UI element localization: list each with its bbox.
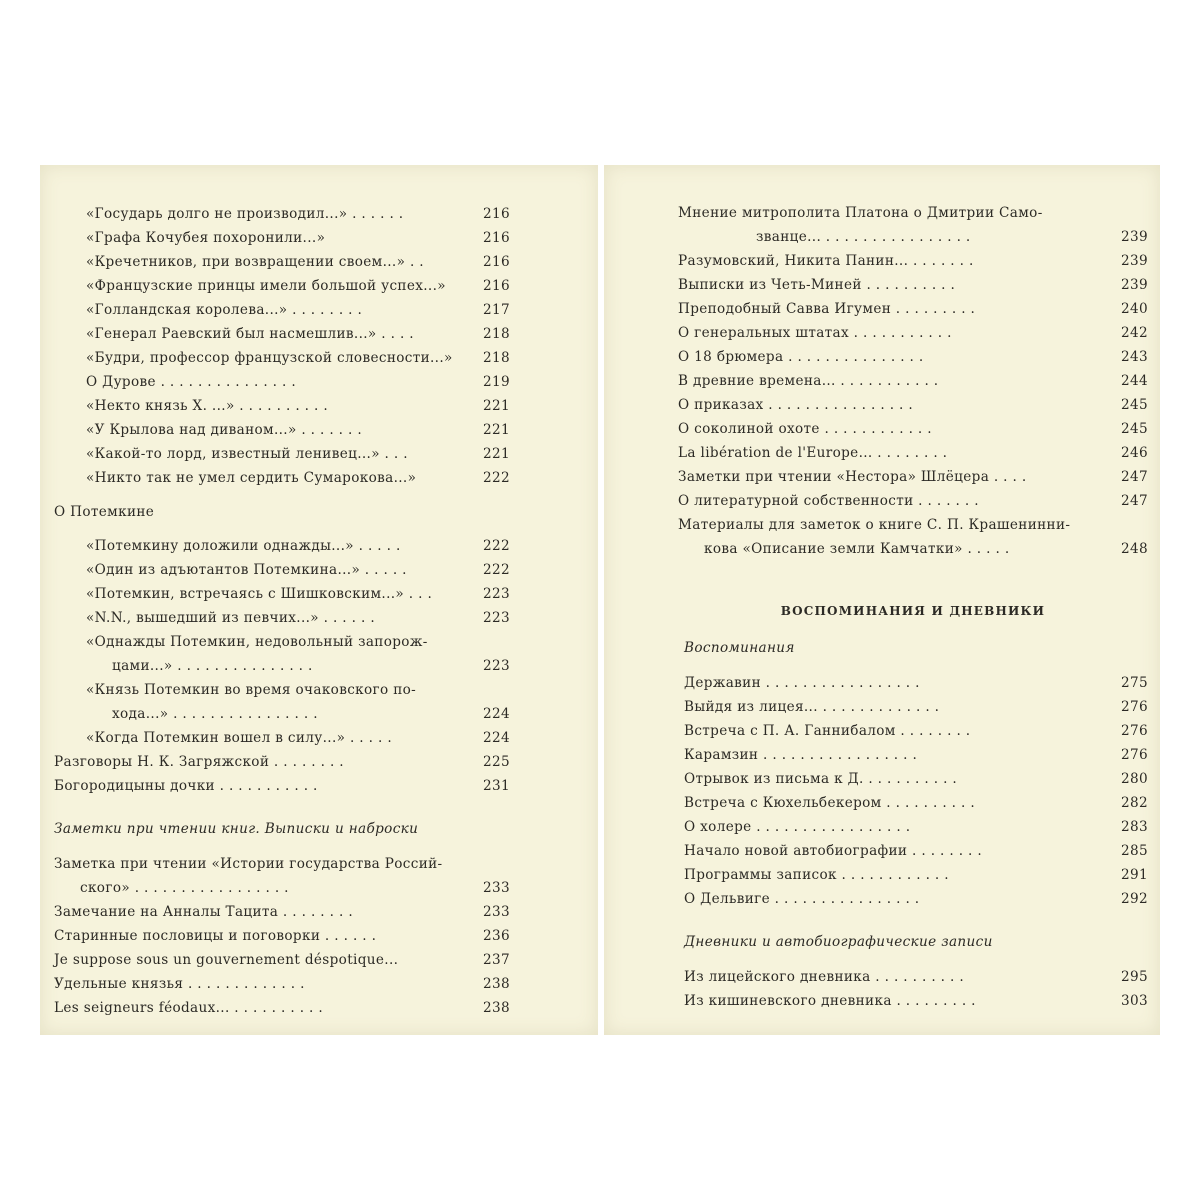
- toc-entry: Отрывок из письма к Д. . . . . . . . . . . 280: [684, 767, 1148, 791]
- toc-entry: Встреча с Кюхельбекером . . . . . . . . . . 282: [684, 791, 1148, 815]
- page-number: 245: [1121, 397, 1148, 413]
- page-number: 292: [1121, 891, 1148, 907]
- toc-entry: «Какой-то лорд, известный ленивец...» . . . 221: [54, 442, 510, 466]
- toc-entry: О Дельвиге . . . . . . . . . . . . . . . . 292: [684, 887, 1148, 911]
- section-title-memoirs-diaries: ВОСПОМИНАНИЯ И ДНЕВНИКИ: [780, 604, 1046, 618]
- page-number: 238: [483, 1000, 510, 1016]
- toc-group-conversations: [54, 750, 510, 798]
- page-number: 280: [1121, 771, 1148, 787]
- toc-entry: «Никто так не умел сердить Сумарокова...» 222: [54, 466, 510, 490]
- page-number: 223: [483, 658, 510, 674]
- page-number: 224: [483, 730, 510, 746]
- page-number: 291: [1121, 867, 1148, 883]
- page-number: 216: [483, 230, 510, 246]
- page-number: 231: [483, 778, 510, 794]
- page-number: 219: [483, 374, 510, 390]
- toc-entry: Старинные пословицы и поговорки . . . . . . 236: [54, 924, 510, 948]
- page-number: 221: [483, 398, 510, 414]
- toc-entry: Разговоры Н. К. Загряжской . . . . . . . . 225: [54, 750, 510, 774]
- toc-entry: Начало новой автобиографии . . . . . . . . 285: [684, 839, 1148, 863]
- toc-entry: Державин . . . . . . . . . . . . . . . . . 275: [684, 671, 1148, 695]
- page-number: 245: [1121, 421, 1148, 437]
- toc-group-reading-notes: [54, 852, 510, 1020]
- page-number: 216: [483, 206, 510, 222]
- toc-entry: О соколиной охоте . . . . . . . . . . . . 245: [678, 417, 1148, 441]
- toc-entry: Встреча с П. А. Ганнибалом . . . . . . . . 276: [684, 719, 1148, 743]
- toc-entry: Богородицыны дочки . . . . . . . . . . . 231: [54, 774, 510, 798]
- page-number: 244: [1121, 373, 1148, 389]
- page-number: 243: [1121, 349, 1148, 365]
- page-number: 238: [483, 976, 510, 992]
- toc-entry: О Дурове . . . . . . . . . . . . . . . 219: [54, 370, 510, 394]
- page-number: 216: [483, 254, 510, 270]
- toc-entry: Разумовский, Никита Панин... . . . . . . . 239: [678, 249, 1148, 273]
- right-page: [604, 165, 1160, 1035]
- toc-entry-multiline: Материалы для заметок о книге С. П. Крашенинни- кова «Описание земли Камчатки» . . . . . 248: [678, 513, 1148, 561]
- toc-entry: Из кишиневского дневника . . . . . . . . . 303: [684, 989, 1148, 1013]
- page-number: 218: [483, 326, 510, 342]
- page-number: 247: [1121, 469, 1148, 485]
- toc-entry: Программы записок . . . . . . . . . . . . 291: [684, 863, 1148, 887]
- toc-entry: «Потемкину доложили однажды...» . . . . . 222: [54, 534, 510, 558]
- toc-entry: «Государь долго не производил...» . . . . . . 216: [54, 202, 510, 226]
- page-number: 240: [1121, 301, 1148, 317]
- page-number: 282: [1121, 795, 1148, 811]
- toc-entry: «Когда Потемкин вошел в силу...» . . . . . 224: [54, 726, 510, 750]
- toc-entry: Je suppose sous un gouvernement déspotique... 237: [54, 948, 510, 972]
- subheading-reading-notes: Заметки при чтении книг. Выписки и наброски: [54, 821, 419, 837]
- toc-entry: Замечание на Анналы Тацита . . . . . . . . 233: [54, 900, 510, 924]
- toc-entry: «Генерал Раевский был насмешлив...» . . . . 218: [54, 322, 510, 346]
- toc-entry: «N.N., вышедший из певчих...» . . . . . . 223: [54, 606, 510, 630]
- page-number: 233: [483, 880, 510, 896]
- toc-entry: О приказах . . . . . . . . . . . . . . . . 245: [678, 393, 1148, 417]
- toc-entry: «Кречетников, при возвращении своем...» . . 216: [54, 250, 510, 274]
- toc-entry: La libération de l'Europe... . . . . . . . . 246: [678, 441, 1148, 465]
- right-page-contents: [678, 201, 1148, 1013]
- toc-entry: Выйдя из лицея... . . . . . . . . . . . . . 276: [684, 695, 1148, 719]
- toc-entry-multiline: Мнение митрополита Платона о Дмитрии Само- званце... . . . . . . . . . . . . . . . . 239: [678, 201, 1148, 249]
- toc-entry: Удельные князья . . . . . . . . . . . . . 238: [54, 972, 510, 996]
- toc-entry: В древние времена... . . . . . . . . . . . 244: [678, 369, 1148, 393]
- toc-entry-multiline: «Однажды Потемкин, недовольный запорож- цами...» . . . . . . . . . . . . . . . 223: [54, 630, 510, 678]
- page-number: 222: [483, 470, 510, 486]
- page-number: 221: [483, 422, 510, 438]
- page-number: 295: [1121, 969, 1148, 985]
- page-number: 276: [1121, 723, 1148, 739]
- page-number: 216: [483, 278, 510, 294]
- toc-group-potemkin: [54, 534, 510, 750]
- page-number: 246: [1121, 445, 1148, 461]
- page-number: 276: [1121, 747, 1148, 763]
- page-number: 276: [1121, 699, 1148, 715]
- toc-entry: «Потемкин, встречаясь с Шишковским...» . . . 223: [54, 582, 510, 606]
- page-number: 242: [1121, 325, 1148, 341]
- page-number: 222: [483, 562, 510, 578]
- toc-entry: Заметки при чтении «Нестора» Шлёцера . . . . 247: [678, 465, 1148, 489]
- toc-group-extracts: [678, 201, 1148, 561]
- toc-entry: О литературной собственности . . . . . . . 247: [678, 489, 1148, 513]
- toc-entry-multiline: Заметка при чтении «Истории государства Россий- ского» . . . . . . . . . . . . . . . . . 233: [54, 852, 510, 900]
- subheading-diaries: Дневники и автобиографические записи: [684, 934, 993, 950]
- page-number: 239: [1121, 229, 1148, 245]
- toc-entry-multiline: «Князь Потемкин во время очаковского по- хода...» . . . . . . . . . . . . . . . . 224: [54, 678, 510, 726]
- toc-entry: «Один из адъютантов Потемкина...» . . . . . 222: [54, 558, 510, 582]
- page-number: 303: [1121, 993, 1148, 1009]
- page-number: 247: [1121, 493, 1148, 509]
- page-number: 283: [1121, 819, 1148, 835]
- toc-entry: О генеральных штатах . . . . . . . . . . . 242: [678, 321, 1148, 345]
- section-title-potemkin: О Потемкине: [54, 504, 155, 520]
- toc-entry: «Французские принцы имели большой успех...» 216: [54, 274, 510, 298]
- toc-entry: Карамзин . . . . . . . . . . . . . . . . . 276: [684, 743, 1148, 767]
- toc-entry: «Будри, профессор французской словесности...» 218: [54, 346, 510, 370]
- page-number: 248: [1121, 541, 1148, 557]
- toc-entry: «Голландская королева...» . . . . . . . . 217: [54, 298, 510, 322]
- page-number: 237: [483, 952, 510, 968]
- page-number: 236: [483, 928, 510, 944]
- toc-entry: О холере . . . . . . . . . . . . . . . . . 283: [684, 815, 1148, 839]
- toc-group-memoirs: [678, 671, 1148, 911]
- toc-entry: «У Крылова над диваном...» . . . . . . . 221: [54, 418, 510, 442]
- page-number: 239: [1121, 253, 1148, 269]
- page-number: 223: [483, 610, 510, 626]
- page-number: 223: [483, 586, 510, 602]
- page-number: 233: [483, 904, 510, 920]
- page-number: 222: [483, 538, 510, 554]
- page-number: 285: [1121, 843, 1148, 859]
- toc-entry: О 18 брюмера . . . . . . . . . . . . . . . 243: [678, 345, 1148, 369]
- page-number: 224: [483, 706, 510, 722]
- page-number: 217: [483, 302, 510, 318]
- toc-group-diaries: [678, 965, 1148, 1013]
- page-number: 221: [483, 446, 510, 462]
- toc-entry: Выписки из Четь-Миней . . . . . . . . . . 239: [678, 273, 1148, 297]
- toc-entry: «Графа Кочубея похоронили...» 216: [54, 226, 510, 250]
- toc-entry: Из лицейского дневника . . . . . . . . . . 295: [684, 965, 1148, 989]
- toc-entry: «Некто князь Х. ...» . . . . . . . . . . 221: [54, 394, 510, 418]
- left-page-contents: [54, 202, 510, 1020]
- toc-entry: Преподобный Савва Игумен . . . . . . . . . 240: [678, 297, 1148, 321]
- page-number: 218: [483, 350, 510, 366]
- left-page: [40, 165, 598, 1035]
- page-number: 239: [1121, 277, 1148, 293]
- subheading-memoirs: Воспоминания: [684, 640, 795, 656]
- page-number: 275: [1121, 675, 1148, 691]
- toc-group-anecdotes: [54, 202, 510, 490]
- toc-entry: Les seigneurs féodaux... . . . . . . . . . . 238: [54, 996, 510, 1020]
- page-number: 225: [483, 754, 510, 770]
